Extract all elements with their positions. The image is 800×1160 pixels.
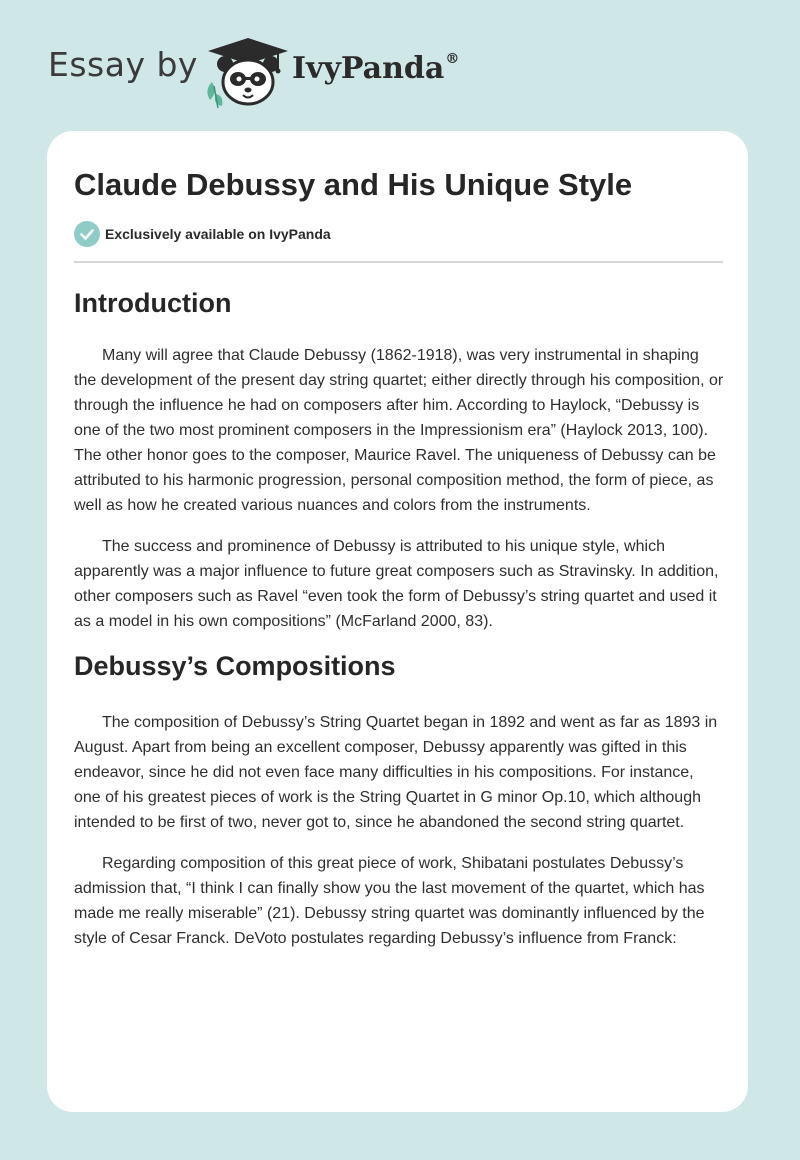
section-heading-introduction: Introduction: [74, 288, 232, 318]
title-divider: [74, 261, 723, 263]
paragraph: Regarding composition of this great piece of work, Shibatani postulates Debussy’s admission that, “I think I can finally show you the last movement of the quartet, which has made me really miserable” (21). Debussy string quartet was dominantly influenced by the style of Cesar Franck. DeVoto postulates regarding Debussy’s influence from Franck:: [74, 854, 705, 947]
section-heading-compositions: Debussy’s Compositions: [74, 651, 396, 682]
brand-prefix: Essay by: [48, 45, 198, 84]
essay-card: [47, 131, 748, 1112]
brand-name[interactable]: [292, 51, 460, 86]
exclusive-badge-text: Exclusively available on IvyPanda: [105, 226, 331, 242]
registered-mark: ®: [445, 51, 460, 67]
paragraph: The success and prominence of Debussy is attributed to his unique style, which apparently was a major influence to future great composers such as Stravinsky. In addition, other composers such as Ravel “even took the form of Debussy’s string quartet and used it as a model in his own compositions” (McFarland 2000, 83).: [74, 538, 719, 631]
site-header: [0, 0, 800, 130]
brand-name-text: IvyPanda: [292, 51, 445, 86]
essay-title: Claude Debussy and His Unique Style: [74, 167, 633, 202]
panda-logo-icon[interactable]: [198, 34, 298, 110]
paragraph: The composition of Debussy’s String Quartet began in 1892 and went as far as 1893 in August. Apart from being an excellent composer, Debussy apparently was gifted in this endeavor, since he did not even face many difficulties in his compositions. For instance, one of his greatest pieces of work is the String Quartet in G minor Op.10, which although intended to be first of two, never got to, since he abandoned the second string quartet.: [74, 713, 718, 831]
essay-body: [74, 279, 724, 951]
paragraph: Many will agree that Claude Debussy (1862-1918), was very instrumental in shaping the development of the present day string quartet; either directly through his composition, or through the influence he had on composers after him. According to Haylock, “Debussy is one of the two most prominent composers in the Impressionism era” (Haylock 2013, 100). The other honor goes to the composer, Maurice Ravel. The uniqueness of Debussy can be attributed to his harmonic progression, personal composition method, the form of piece, as well as how he created various nuances and colors from the instruments.: [74, 347, 724, 515]
checkmark-icon: [74, 221, 100, 247]
exclusive-badge: [74, 221, 331, 247]
